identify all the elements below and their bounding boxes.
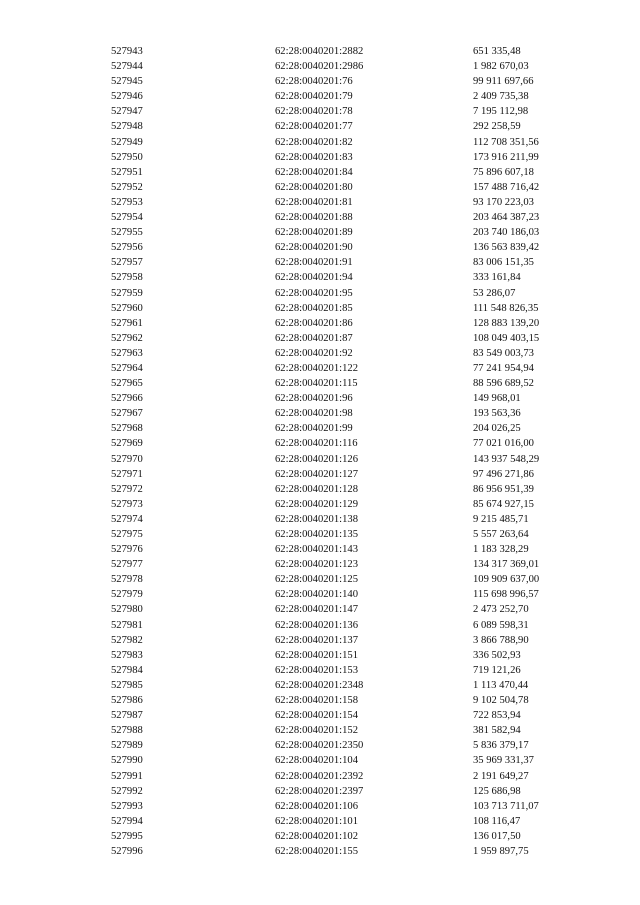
table-row bbox=[0, 678, 640, 693]
cadastral-value: 83 549 003,73 bbox=[473, 347, 534, 359]
row-number: 527987 bbox=[111, 710, 143, 722]
table-row bbox=[0, 557, 640, 572]
cadastral-number: 62:28:0040201:84 bbox=[275, 166, 353, 178]
cadastral-value: 77 021 016,00 bbox=[473, 438, 534, 450]
cadastral-number: 62:28:0040201:151 bbox=[275, 649, 358, 661]
table-row bbox=[0, 255, 640, 270]
table-row bbox=[0, 769, 640, 784]
cadastral-number: 62:28:0040201:135 bbox=[275, 529, 358, 540]
cadastral-value: 381 582,94 bbox=[473, 725, 521, 737]
row-number: 527953 bbox=[111, 196, 143, 208]
cadastral-value: 7 195 112,98 bbox=[473, 106, 529, 118]
cadastral-number: 62:28:0040201:122 bbox=[275, 362, 358, 374]
table-row bbox=[0, 286, 640, 301]
cadastral-number: 62:28:0040201:106 bbox=[275, 800, 358, 812]
cadastral-number: 62:28:0040201:154 bbox=[275, 710, 358, 722]
row-number: 527969 bbox=[111, 438, 143, 450]
row-number: 527955 bbox=[111, 227, 143, 239]
cadastral-number: 62:28:0040201:136 bbox=[275, 619, 358, 631]
row-number: 527993 bbox=[111, 800, 143, 812]
cadastral-value: 35 969 331,37 bbox=[473, 755, 534, 767]
data-table bbox=[0, 44, 640, 859]
cadastral-value: 85 674 927,15 bbox=[473, 498, 534, 510]
row-number: 527977 bbox=[111, 559, 143, 571]
table-row bbox=[0, 135, 640, 150]
cadastral-number: 62:28:0040201:85 bbox=[275, 302, 353, 314]
table-row bbox=[0, 74, 640, 89]
row-number: 527966 bbox=[111, 393, 143, 405]
cadastral-value: 86 956 951,39 bbox=[473, 483, 534, 495]
row-number: 527961 bbox=[111, 317, 143, 329]
table-row bbox=[0, 195, 640, 210]
cadastral-number: 62:28:0040201:2350 bbox=[275, 740, 364, 752]
row-number: 527973 bbox=[111, 498, 143, 510]
row-number: 527995 bbox=[111, 830, 143, 842]
cadastral-value: 99 911 697,66 bbox=[473, 76, 534, 88]
cadastral-number: 62:28:0040201:79 bbox=[275, 91, 353, 103]
cadastral-value: 111 548 826,35 bbox=[473, 302, 539, 314]
row-number: 527968 bbox=[111, 423, 143, 435]
row-number: 527959 bbox=[111, 287, 143, 299]
table-row bbox=[0, 799, 640, 814]
cadastral-value: 722 853,94 bbox=[473, 710, 521, 722]
cadastral-value: 719 121,26 bbox=[473, 664, 521, 676]
cadastral-value: 333 161,84 bbox=[473, 272, 521, 284]
row-number: 527963 bbox=[111, 347, 143, 359]
cadastral-number: 62:28:0040201:158 bbox=[275, 695, 358, 707]
cadastral-number: 62:28:0040201:98 bbox=[275, 408, 353, 420]
table-row bbox=[0, 753, 640, 768]
cadastral-value: 75 896 607,18 bbox=[473, 166, 534, 178]
table-row bbox=[0, 452, 640, 467]
cadastral-value: 128 883 139,20 bbox=[473, 317, 540, 329]
cadastral-number: 62:28:0040201:116 bbox=[275, 438, 358, 450]
cadastral-value: 2 473 252,70 bbox=[473, 604, 529, 616]
cadastral-value: 136 563 839,42 bbox=[473, 242, 540, 254]
cadastral-value: 193 563,36 bbox=[473, 408, 521, 420]
table-row bbox=[0, 44, 640, 59]
cadastral-number: 62:28:0040201:152 bbox=[275, 725, 358, 737]
row-number: 527972 bbox=[111, 483, 143, 495]
row-number: 527985 bbox=[111, 679, 143, 691]
cadastral-number: 62:28:0040201:90 bbox=[275, 242, 353, 254]
row-number: 527943 bbox=[111, 46, 143, 57]
table-row bbox=[0, 723, 640, 738]
row-number: 527965 bbox=[111, 378, 143, 390]
cadastral-number: 62:28:0040201:101 bbox=[275, 815, 358, 827]
row-number: 527984 bbox=[111, 664, 143, 676]
table-row bbox=[0, 316, 640, 331]
cadastral-value: 108 049 403,15 bbox=[473, 332, 540, 344]
cadastral-number: 62:28:0040201:128 bbox=[275, 483, 358, 495]
table-row bbox=[0, 829, 640, 844]
cadastral-value: 125 686,98 bbox=[473, 785, 521, 797]
row-number: 527990 bbox=[111, 755, 143, 767]
row-number: 527956 bbox=[111, 242, 143, 254]
table-row bbox=[0, 512, 640, 527]
cadastral-value: 203 464 387,23 bbox=[473, 212, 540, 224]
cadastral-number: 62:28:0040201:76 bbox=[275, 76, 353, 88]
cadastral-number: 62:28:0040201:155 bbox=[275, 845, 358, 857]
cadastral-number: 62:28:0040201:126 bbox=[275, 453, 358, 465]
cadastral-number: 62:28:0040201:81 bbox=[275, 196, 353, 208]
cadastral-number: 62:28:0040201:140 bbox=[275, 589, 358, 601]
cadastral-number: 62:28:0040201:80 bbox=[275, 181, 353, 193]
cadastral-value: 5 557 263,64 bbox=[473, 529, 529, 540]
table-row bbox=[0, 648, 640, 663]
cadastral-number: 62:28:0040201:82 bbox=[275, 136, 353, 148]
row-number: 527983 bbox=[111, 649, 143, 661]
table-row bbox=[0, 844, 640, 859]
row-number: 527979 bbox=[111, 589, 143, 601]
row-number: 527954 bbox=[111, 212, 143, 224]
table-row bbox=[0, 391, 640, 406]
cadastral-number: 62:28:0040201:147 bbox=[275, 604, 358, 616]
row-number: 527947 bbox=[111, 106, 143, 118]
cadastral-value: 9 102 504,78 bbox=[473, 695, 529, 707]
cadastral-number: 62:28:0040201:102 bbox=[275, 830, 358, 842]
cadastral-value: 1 982 670,03 bbox=[473, 61, 529, 73]
row-number: 527971 bbox=[111, 468, 143, 480]
cadastral-number: 62:28:0040201:138 bbox=[275, 513, 358, 525]
cadastral-number: 62:28:0040201:123 bbox=[275, 559, 358, 571]
row-number: 527952 bbox=[111, 181, 143, 193]
cadastral-number: 62:28:0040201:2392 bbox=[275, 770, 364, 782]
cadastral-value: 115 698 996,57 bbox=[473, 589, 539, 601]
table-row bbox=[0, 542, 640, 557]
cadastral-number: 62:28:0040201:95 bbox=[275, 287, 353, 299]
table-row bbox=[0, 467, 640, 482]
cadastral-number: 62:28:0040201:125 bbox=[275, 574, 358, 586]
cadastral-number: 62:28:0040201:83 bbox=[275, 151, 353, 163]
cadastral-number: 62:28:0040201:104 bbox=[275, 755, 358, 767]
table-row bbox=[0, 572, 640, 587]
cadastral-value: 53 286,07 bbox=[473, 287, 516, 299]
cadastral-number: 62:28:0040201:77 bbox=[275, 121, 353, 133]
table-row bbox=[0, 225, 640, 240]
cadastral-number: 62:28:0040201:2986 bbox=[275, 61, 364, 73]
row-number: 527949 bbox=[111, 136, 143, 148]
table-row bbox=[0, 693, 640, 708]
table-row bbox=[0, 421, 640, 436]
table-row bbox=[0, 89, 640, 104]
cadastral-number: 62:28:0040201:129 bbox=[275, 498, 358, 510]
table-row bbox=[0, 633, 640, 648]
cadastral-number: 62:28:0040201:89 bbox=[275, 227, 353, 239]
row-number: 527991 bbox=[111, 770, 143, 782]
cadastral-value: 9 215 485,71 bbox=[473, 513, 529, 525]
cadastral-value: 149 968,01 bbox=[473, 393, 521, 405]
row-number: 527996 bbox=[111, 845, 143, 857]
table-row bbox=[0, 738, 640, 753]
table-row bbox=[0, 527, 640, 542]
row-number: 527988 bbox=[111, 725, 143, 737]
cadastral-number: 62:28:0040201:86 bbox=[275, 317, 353, 329]
row-number: 527945 bbox=[111, 76, 143, 88]
table-row bbox=[0, 708, 640, 723]
cadastral-value: 2 409 735,38 bbox=[473, 91, 529, 103]
cadastral-value: 173 916 211,99 bbox=[473, 151, 539, 163]
cadastral-number: 62:28:0040201:153 bbox=[275, 664, 358, 676]
cadastral-value: 6 089 598,31 bbox=[473, 619, 529, 631]
table-row bbox=[0, 150, 640, 165]
row-number: 527975 bbox=[111, 529, 143, 540]
row-number: 527944 bbox=[111, 61, 143, 73]
cadastral-value: 83 006 151,35 bbox=[473, 257, 534, 269]
table-row bbox=[0, 436, 640, 451]
cadastral-value: 143 937 548,29 bbox=[473, 453, 540, 465]
table-row bbox=[0, 119, 640, 134]
table-row bbox=[0, 361, 640, 376]
row-number: 527946 bbox=[111, 91, 143, 103]
row-number: 527981 bbox=[111, 619, 143, 631]
cadastral-value: 1 959 897,75 bbox=[473, 845, 529, 857]
cadastral-value: 204 026,25 bbox=[473, 423, 521, 435]
cadastral-number: 62:28:0040201:2882 bbox=[275, 46, 364, 57]
table-row bbox=[0, 346, 640, 361]
cadastral-number: 62:28:0040201:96 bbox=[275, 393, 353, 405]
table-row bbox=[0, 165, 640, 180]
row-number: 527986 bbox=[111, 695, 143, 707]
cadastral-number: 62:28:0040201:94 bbox=[275, 272, 353, 284]
table-row bbox=[0, 180, 640, 195]
cadastral-number: 62:28:0040201:78 bbox=[275, 106, 353, 118]
cadastral-value: 5 836 379,17 bbox=[473, 740, 529, 752]
cadastral-value: 103 713 711,07 bbox=[473, 800, 539, 812]
cadastral-value: 2 191 649,27 bbox=[473, 770, 529, 782]
table-row bbox=[0, 784, 640, 799]
row-number: 527980 bbox=[111, 604, 143, 616]
row-number: 527962 bbox=[111, 332, 143, 344]
cadastral-number: 62:28:0040201:127 bbox=[275, 468, 358, 480]
cadastral-number: 62:28:0040201:2397 bbox=[275, 785, 364, 797]
cadastral-value: 108 116,47 bbox=[473, 815, 521, 827]
cadastral-value: 1 113 470,44 bbox=[473, 679, 529, 691]
table-row bbox=[0, 301, 640, 316]
row-number: 527989 bbox=[111, 740, 143, 752]
row-number: 527978 bbox=[111, 574, 143, 586]
row-number: 527957 bbox=[111, 257, 143, 269]
cadastral-number: 62:28:0040201:92 bbox=[275, 347, 353, 359]
row-number: 527992 bbox=[111, 785, 143, 797]
table-row bbox=[0, 663, 640, 678]
cadastral-number: 62:28:0040201:99 bbox=[275, 423, 353, 435]
cadastral-number: 62:28:0040201:88 bbox=[275, 212, 353, 224]
cadastral-value: 77 241 954,94 bbox=[473, 362, 534, 374]
row-number: 527964 bbox=[111, 362, 143, 374]
cadastral-value: 97 496 271,86 bbox=[473, 468, 534, 480]
table-row bbox=[0, 331, 640, 346]
cadastral-value: 157 488 716,42 bbox=[473, 181, 540, 193]
cadastral-value: 3 866 788,90 bbox=[473, 634, 529, 646]
cadastral-number: 62:28:0040201:137 bbox=[275, 634, 358, 646]
row-number: 527958 bbox=[111, 272, 143, 284]
table-row bbox=[0, 482, 640, 497]
cadastral-value: 1 183 328,29 bbox=[473, 544, 529, 556]
row-number: 527994 bbox=[111, 815, 143, 827]
cadastral-value: 112 708 351,56 bbox=[473, 136, 539, 148]
cadastral-number: 62:28:0040201:87 bbox=[275, 332, 353, 344]
table-row bbox=[0, 406, 640, 421]
row-number: 527950 bbox=[111, 151, 143, 163]
table-row bbox=[0, 618, 640, 633]
cadastral-value: 93 170 223,03 bbox=[473, 196, 534, 208]
cadastral-value: 109 909 637,00 bbox=[473, 574, 540, 586]
cadastral-value: 136 017,50 bbox=[473, 830, 521, 842]
row-number: 527970 bbox=[111, 453, 143, 465]
cadastral-value: 292 258,59 bbox=[473, 121, 521, 133]
row-number: 527948 bbox=[111, 121, 143, 133]
table-row bbox=[0, 587, 640, 602]
table-row bbox=[0, 376, 640, 391]
table-row bbox=[0, 497, 640, 512]
table-row bbox=[0, 602, 640, 617]
row-number: 527951 bbox=[111, 166, 143, 178]
row-number: 527974 bbox=[111, 513, 143, 525]
row-number: 527967 bbox=[111, 408, 143, 420]
cadastral-number: 62:28:0040201:143 bbox=[275, 544, 358, 556]
cadastral-number: 62:28:0040201:2348 bbox=[275, 679, 364, 691]
table-row bbox=[0, 59, 640, 74]
cadastral-number: 62:28:0040201:115 bbox=[275, 378, 358, 390]
table-row bbox=[0, 210, 640, 225]
row-number: 527976 bbox=[111, 544, 143, 556]
cadastral-value: 651 335,48 bbox=[473, 46, 521, 57]
cadastral-value: 203 740 186,03 bbox=[473, 227, 540, 239]
cadastral-value: 336 502,93 bbox=[473, 649, 521, 661]
row-number: 527982 bbox=[111, 634, 143, 646]
table-row bbox=[0, 270, 640, 285]
cadastral-number: 62:28:0040201:91 bbox=[275, 257, 353, 269]
table-row bbox=[0, 814, 640, 829]
row-number: 527960 bbox=[111, 302, 143, 314]
table-row bbox=[0, 240, 640, 255]
cadastral-value: 88 596 689,52 bbox=[473, 378, 534, 390]
table-row bbox=[0, 104, 640, 119]
cadastral-value: 134 317 369,01 bbox=[473, 559, 540, 571]
